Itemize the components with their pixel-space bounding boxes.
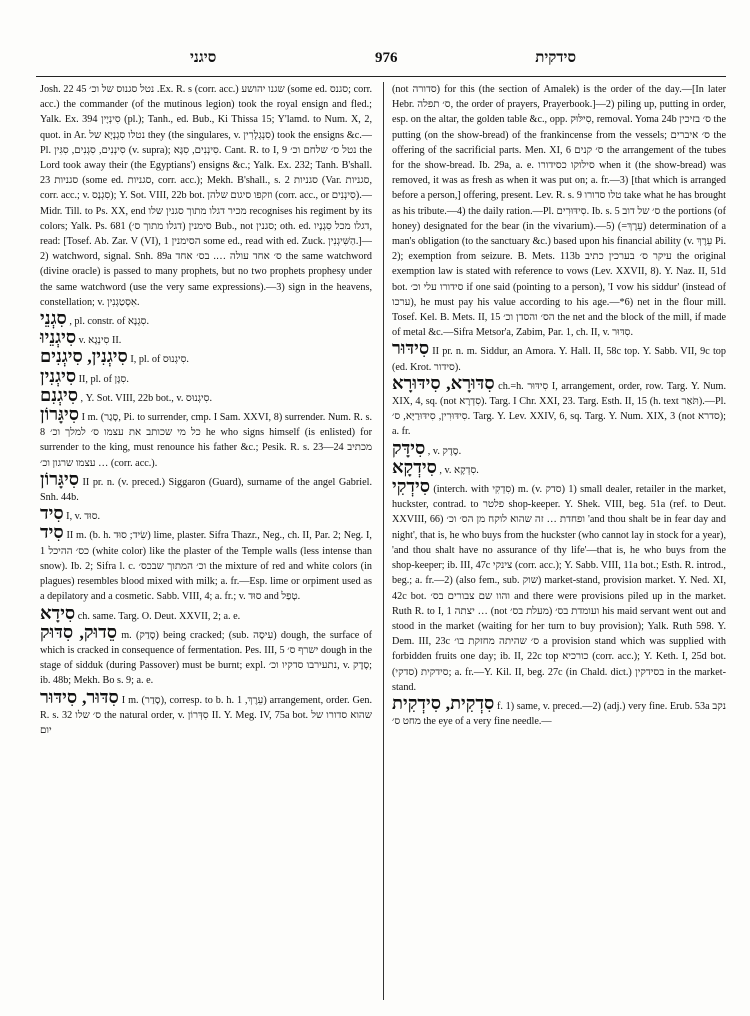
entry-headword: סִיגְנֵיוּ <box>40 327 77 348</box>
dictionary-entry <box>40 308 372 329</box>
entry-headword: סֵדוּק, סִדּוּק <box>40 621 117 642</box>
entry-text: f. 1) same, v. preced.—2) (adj.) very fine. Erub. 53a נקב מחט ס׳ the eye of a very fine needle.— <box>392 700 727 728</box>
entry-headword: סִיגָּרוֹן <box>40 404 79 425</box>
entry-headword: סִיד <box>40 503 64 524</box>
dictionary-entry <box>40 468 372 505</box>
entry-text: II pr. n. m. Siddur, an Amora. Y. Hall. II, 58c top. Y. Sabb. VII, 9c top (ed. Krot. סידור). <box>392 346 726 373</box>
page-number: 976 <box>375 50 398 66</box>
dictionary-entry <box>40 522 373 604</box>
dictionary-entry <box>40 503 372 524</box>
dictionary-entry <box>392 372 727 440</box>
entry-headword: סִדְקִית, סִידְקִית <box>392 692 495 713</box>
column-divider <box>383 82 384 1000</box>
dictionary-entry <box>40 686 373 739</box>
entry-text: (not סדורה) for this (the section of Amalek) is the order of the day.—[In later Hebr. ס׳ תפלה, the order of prayers, Prayerbook.]—2) piling up, putting in order, esp. on the altar, the golden table &c., opp. סִילּוּק, removal. Yoma 24b ס׳ בזיכין the putting (on the show-bread) of the frankincense from the vessels; ס׳ איברים the offering of the sacrificial parts. Men. XI, 6 ס׳ קנים the arrangement of the tubes for the show-bread. Ib. 29a, a. e. סילוקו כסידורו when it (the show-bread) was removed, it was as fresh as when it was put on; a. fr.—3) [that which is arranged before a person,] offering, present. Lev. R. s. 9 טלו סדורו take what he has brought as his tribute.—4) the daily ration.—Pl. סִידּוּרִים. Ib. s. 5 ס׳ של דוב the portions (of honey) designated for the bear (in the vivarium).—5) (=עֵרֶךְ) determination of a man's obligation (to the sanctuary &c.) based upon his financial ability (v. עֵרֶךְ Pi. 2); exemption from seizure. B. Mets. 113b עיקר ס׳ בערכין כתיב the original exemption law is stated with reference to vows (Lev. XXVII, 8). Y. Naz. II, 51d bot. סידורו עלי וכ׳ if one said (pointing to a person), 'I vow his siddur' (instead of ערכו), he must pay his value according to his age.—*6) net in the flour mill. Tosef. Kel. B. Mets. II, 15 הס׳ והסדן וכ׳ the net and the block of the mill, if made of metal &c.—Sifra Metsor'a, Zabim, Par. 1, ch. II, v. סִדּוּר. <box>392 84 727 339</box>
dictionary-entry <box>392 338 726 374</box>
entry-text: , Y. Sot. VIII, 22b bot., v. סִיגְנוּס. <box>80 392 213 404</box>
dictionary-entry <box>40 404 373 471</box>
entry-headword: סִיגְנִין <box>40 365 77 386</box>
entry-text: v. סִינְגָא II. <box>78 335 122 347</box>
entry-text: II pr. n. (v. preced.) Siggaron (Guard), surname of the angel Gabriel. Snh. 44b. <box>40 476 372 504</box>
entry-headword: סִיד <box>40 522 64 543</box>
entry-text: , v. סֶדֶק. <box>427 445 462 457</box>
dictionary-entry <box>40 82 372 310</box>
entry-headword: סִידָּק <box>392 437 426 458</box>
dictionary-entry <box>40 346 372 367</box>
entry-text: Josh. 22 נטל סגנוס של וכ׳ 45 .Ex. R. s (corr. acc.) שגנו יהושע (some ed. סגנס; corr. acc.) the commander (of the mutinous legion) took the royal ensign and fled.; Yalk. Ex. 394 סִינְיָין (pl.); Tanh., ed. Bub., Ki Thissa 15; Y'lamd. to Num. X, 2, quot. in Ar. נטלו סִגְנְיָא של they (the singulares, v. סִנְגְלָרִין) took the ensigns &c.—Pl. סִינְנִים, סִגְנִים, סִגִּין (v. supra); סִינְנִים, סִגָּא. Cant. R. to I, 9 נטל ס׳ שלחם וכ׳ the Lord took away their (the Egyptians') ensigns &c.; Yalk. Ex. 232; Tanh. B'shall. 23 סגניות (some ed. סגניות, corr. acc.); Mekh. B'shall., s. 2 סגניות (Var. סגניות, corr. acc.; v. סִגְנָס); Y. Sot. VIII, 22b bot. וזקפו סיגום שלהן (corr. acc., or סִינְנִים).— Midr. Till. to Ps. XX, end מכיר דגלו מתוך סגנין שלו recognises his regiment by its colors; Yalk. Ps. 681 סימנין (דגלו מתוך ס׳) Bub., not סגנין; oth. ed. דגלו מכל סִגְנָיו, read: [Tosef. Ab. Zar. V (VI), 1 הסימנין some ed., read with ed. Zuck. הַשִּׁיגְנִין.]—2) watchword, signal. Snh. 89a ס׳ אחד עולה …. בס׳ אחד the same watchword (divine oracle) is passed to many prophets, but no two prophets prophesy under the same watchword (use the very same expressions).—3) sign in the heavens, constellation; v. אִסְטַגְנִין. <box>40 84 373 308</box>
entry-text: ch. same. Targ. O. Deut. XXVII, 2; a. e. <box>77 610 241 622</box>
entry-headword: סִגְנֵי <box>40 308 67 329</box>
entry-headword: סִידְקִי <box>392 476 430 497</box>
dictionary-entry <box>392 82 726 340</box>
entry-text: m. (סָדַק) being cracked; (sub. עִיסָה) dough, the surface of which is cracked in consequence of fermentation. Pes. III, 5 ישרף ס׳ dough in the stage of sidduk (during Passover) must be burnt; expl. נתעירבו סדקיו וכ׳, v. סֶדֶק; ib. 48b; Mekh. Bo s. 9; a. e. <box>40 629 373 687</box>
entry-headword: סִדּוּרָא, סִידּוּרָא <box>392 372 495 393</box>
entry-text: , pl. constr. of סִגְנָא. <box>69 316 150 328</box>
dictionary-entry <box>392 692 727 729</box>
dictionary-entry <box>392 456 726 478</box>
running-header <box>40 50 726 72</box>
entry-text: (interch. with סִדְקִי) m. (v. סדק) 1) small dealer, retailer in the market, huckster, contrad. to פלטר shop-keeper. Y. Shek. VIII, beg. 51a (ref. to Deut. XXVIII, 66) ופחדת … זה שהוא לוקח מן הס׳ וכ׳ 'and thou shalt be in fear day and night', that is, he who buys from the huckster (who cannot lay in stock for a year), 'and thou shalt have no assurance of thy life'—that is, he who buys from the shop-keeper; ib. III, 47c צינקי (corr. acc.); Y. Sabb. VIII, 11a bot.; Esth. R. introd., beg.; a. fr.—2) (also fem., sub. שוק) market-stand, provision market. Y. Ned. XI, 42c bot. והוו שם צבורים בס׳ and there were provisions piled up in the market. Ruth R. to I, 1 יצתה … (not מעלת בס׳) ועומדת בס׳ his maid servant went out and stood in the market (waiting for her turn to buy provision); Yalk. Ruth 598. Y. Dem. III, 23c ס׳ שהיתה מחזקת בו׳ a provision stand which was supplied with forbidden fruits one day; ib. II, 22c top כורכיא (corr. acc.); Y. Keth. I, 25d bot. סידקית (סדקי); a. fr.—Y. Kil. II, beg. 27c (in Chald. dict.) בסידקין in the market-stand. <box>392 484 727 693</box>
entry-text: I m. (סָגַר, Pi. to surrender, cmp. I Sam. XXVI, 8) surrender. Num. R. s. 8 כל מי שכותב את עצמו ס׳ למלך וכ׳ he who signs himself (is enlisted) for surrender to the king, must renounce his father &c.; Pesik. R. s. 23—24 מכתיב עצמו שרגון וכ׳ … (corr. acc.). <box>40 412 373 469</box>
entry-headword: סִיגְנִין, סִיגְנִים <box>40 346 128 367</box>
header-left-word: סיגני <box>190 50 217 66</box>
entry-text: II m. (b. h. שִׂיד; סוּד) lime, plaster. Sifra Thazr., Neg., ch. II, Par. 2; Neg. I, 1 כס׳ ההיכל (white color) like the plaster of the Temple walls (less intense than snow). Ib. 2; Sifra l. c. וכ׳ המתוך שבכס׳ the mixture of red and white colors (in plagues) resembles blood mixed with milk; a. fr.—Esp. lime or orpiment used as a depilatory and a cosmetic. Sabb. VIII, 4; a. fr.; v. סוּד and טָפַל. <box>40 530 373 603</box>
entry-text: II, pl. of סִגָּן. <box>78 373 129 385</box>
entry-text: I m. (סָדַר), corresp. to b. h. עֵרֶךְ, 1) arrangement, order. Gen. R. s. 32 ס׳ שלו the natural order, v. סִדְּרוֹן II. Y. Meg. IV, 75a bot. שהוא סדורו של יום <box>40 694 373 736</box>
right-column <box>392 82 726 730</box>
dictionary-entry <box>40 621 373 689</box>
dictionary-entry <box>392 437 726 459</box>
entry-headword: סִידּוּר <box>392 338 430 359</box>
dictionary-entry <box>392 476 727 695</box>
entry-text: , v. סִדְקָא. <box>439 464 479 476</box>
header-rule <box>36 76 726 77</box>
dictionary-entry <box>40 365 372 387</box>
entry-text: I, v. סוּד. <box>66 511 101 523</box>
dictionary-entry <box>40 384 372 406</box>
entry-headword: סִדּוּר, סִידּוּר <box>40 686 119 707</box>
entry-text: I, pl. of סִיגְנוּס. <box>130 354 189 366</box>
entry-text: ch.=h. סִידּוּר I, arrangement, order, row. Targ. Y. Num. XIX, 4, sq. (not סִדְרָא). Targ. I Chr. XXI, 23. Targ. Esth. II, 15 (h. text תֹּאַר).—Pl. סִידּוּרִין, סִידּוּרַיָּא, ס׳. Targ. Y. Lev. XXIV, 6, sq. Targ. Y. Num. XIX, 3 (not סדרא); a. fr. <box>392 380 727 438</box>
left-column <box>40 82 372 739</box>
entry-headword: סִידְקָא <box>392 456 437 477</box>
entry-headword: סִיגְנִם <box>40 384 78 405</box>
header-right-word: סידקית <box>535 50 576 66</box>
entry-headword: סִידָא <box>40 602 76 623</box>
entry-headword: סִיגָּרוֹן <box>40 468 79 489</box>
